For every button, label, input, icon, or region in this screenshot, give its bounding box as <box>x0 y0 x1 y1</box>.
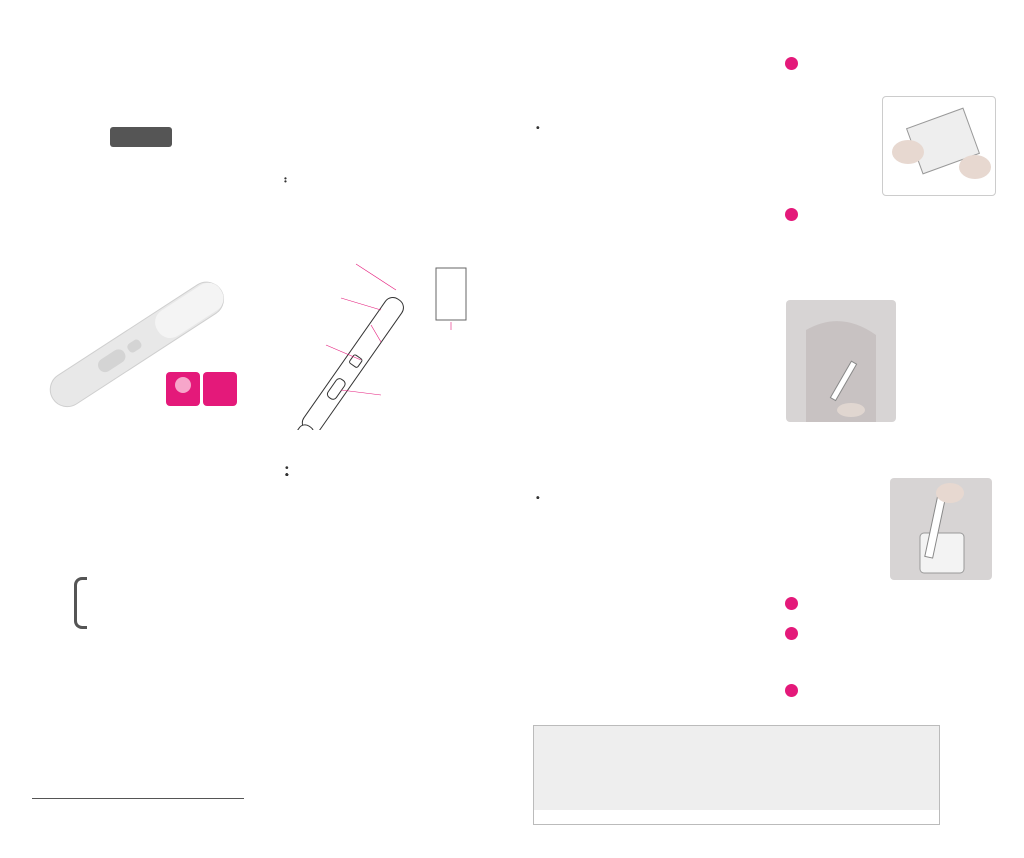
si-no-logo <box>110 127 172 147</box>
table-footer <box>534 810 939 812</box>
step-5-number <box>785 684 798 697</box>
minutes-badge <box>203 372 237 406</box>
contenuto-list <box>284 172 494 175</box>
brand-logo <box>90 38 190 56</box>
urine-stream-illustration <box>786 300 896 422</box>
step-4-number <box>785 627 798 640</box>
step-1-number <box>785 57 798 70</box>
phone-block <box>74 577 214 625</box>
avvertenze-list <box>285 461 493 468</box>
step-2-number <box>785 208 798 221</box>
cup-dip-illustration <box>890 478 992 580</box>
alt-method-photo <box>890 478 992 580</box>
step-3-number <box>785 597 798 610</box>
donna-icon <box>175 377 191 393</box>
donna-badge <box>166 372 200 406</box>
divider <box>32 798 244 799</box>
step-1-photo <box>882 96 996 196</box>
step-2-photo <box>786 300 896 422</box>
cycle-table <box>533 725 940 825</box>
hands-opening-illustration <box>883 97 995 195</box>
test-diagram <box>286 250 501 430</box>
intro-left <box>34 228 214 236</box>
